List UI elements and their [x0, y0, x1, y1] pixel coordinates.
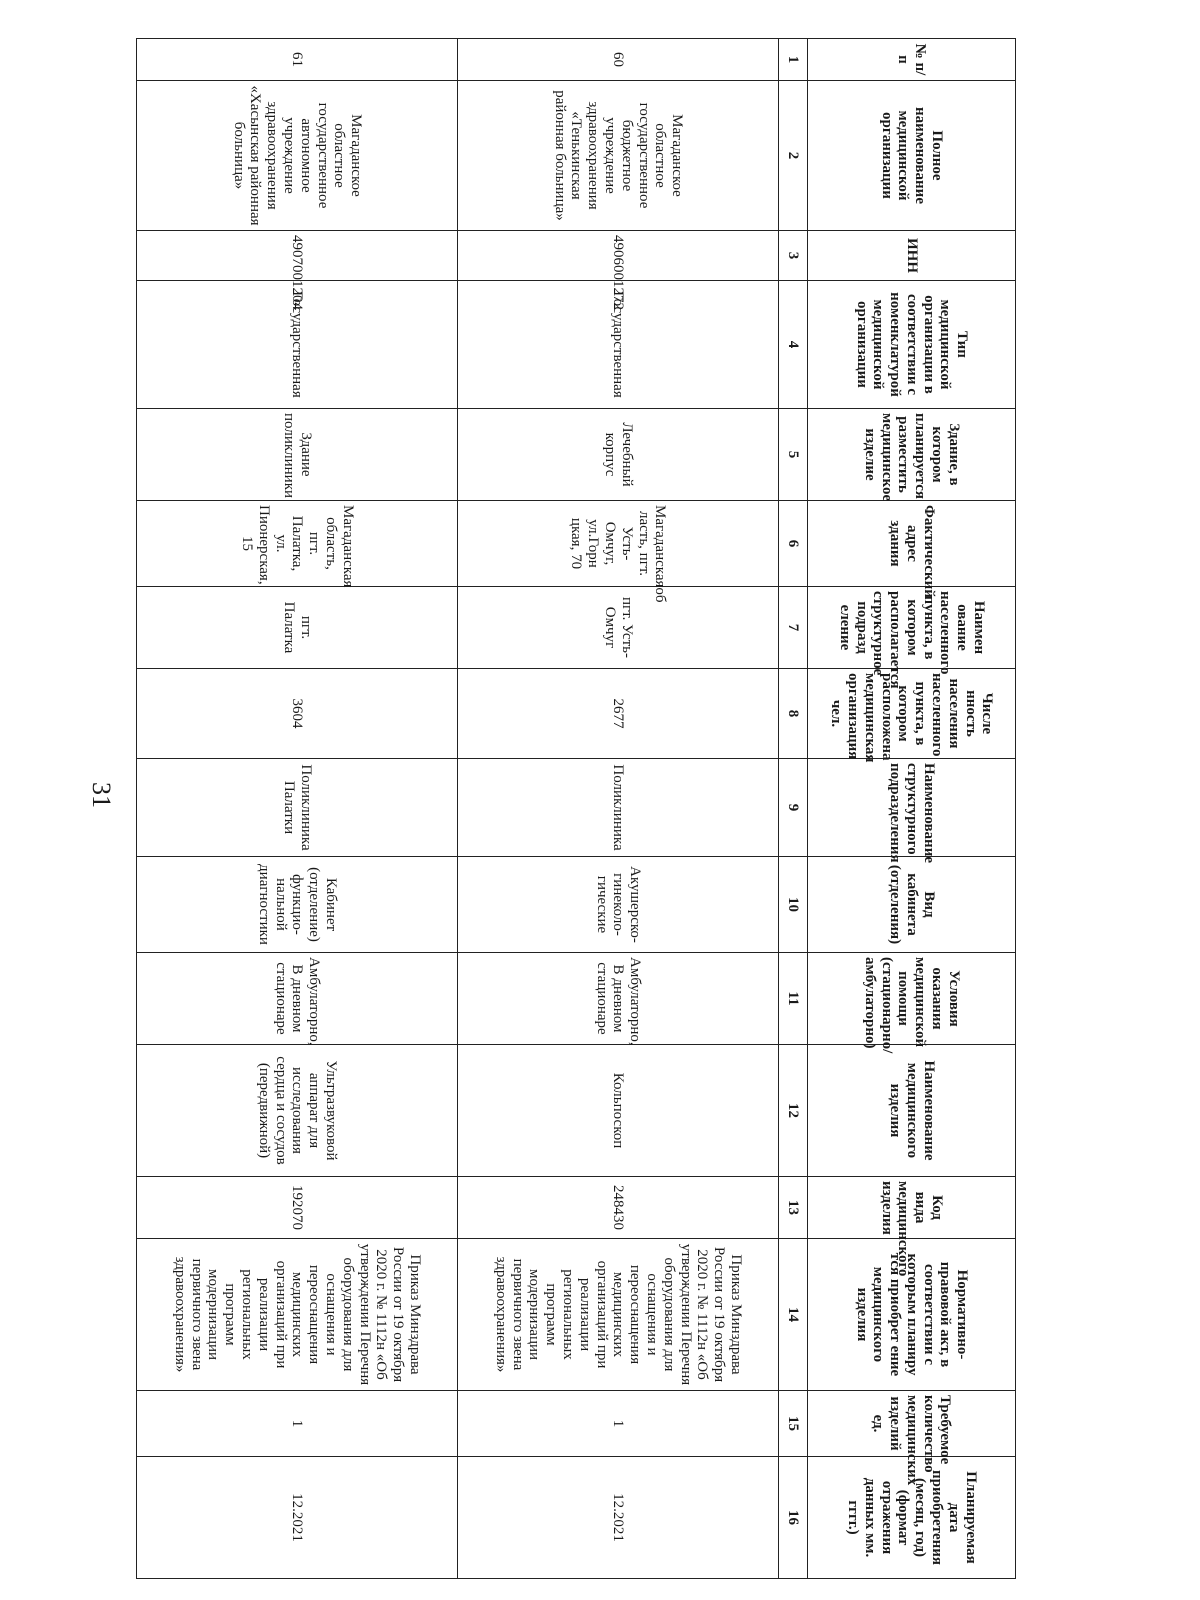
- row-number: 60: [458, 39, 779, 81]
- header-cell: Требуемое количество медицинских изделий ед.: [808, 1391, 1016, 1457]
- column-number: 9: [779, 759, 808, 857]
- column-number: 7: [779, 587, 808, 669]
- header-cell: Тип медицинской организации в соответствии с номенклатурой медицинской организации: [808, 281, 1016, 409]
- device-code: 192070: [137, 1177, 458, 1239]
- header-cell: Нормативно- правовой акт, в соответствии с которым планиру тся приобрет ение медицинского изделия: [808, 1239, 1016, 1391]
- care-conditions: Амбулаторно, В дневном стационаре: [137, 953, 458, 1045]
- column-number: 3: [779, 231, 808, 281]
- device-name: Кольпоскоп: [458, 1045, 779, 1177]
- header-row: [808, 39, 1016, 1579]
- header-cell: Здание, в котором планируется разместить медицинское изделие: [808, 409, 1016, 501]
- column-number: 5: [779, 409, 808, 501]
- care-conditions: Амбулаторно, В дневном стационаре: [458, 953, 779, 1045]
- building: Здание поликлиники: [137, 409, 458, 501]
- header-cell: Числе нность населения населенного пункта, в котором расположена медицинская организация чел.: [808, 669, 1016, 759]
- header-cell: Полное наименование медицинской организации: [808, 81, 1016, 231]
- quantity: 1: [458, 1391, 779, 1457]
- column-number: 14: [779, 1239, 808, 1391]
- column-number: 2: [779, 81, 808, 231]
- locality: пгт. Палатка: [137, 587, 458, 669]
- planned-date: 12.2021: [458, 1457, 779, 1579]
- column-number: 6: [779, 501, 808, 587]
- equipment-table: [136, 38, 1016, 1579]
- rotated-table-wrapper: [136, 38, 1016, 1578]
- column-number-row: [779, 39, 808, 1579]
- column-number: 10: [779, 857, 808, 953]
- column-number: 12: [779, 1045, 808, 1177]
- column-number: 16: [779, 1457, 808, 1579]
- column-number: 11: [779, 953, 808, 1045]
- table-row: [458, 39, 779, 1579]
- legal-act: Приказ Минздрава России от 19 октября 2020 г. № 1112н «Об утверждении Перечня оборудования для оснащения и переоснащения медицинских организаций при реализации региональных программ модернизации первичного звена здравоохранения»: [137, 1239, 458, 1391]
- org-type: Государственная: [137, 281, 458, 409]
- header-cell: ИНН: [808, 231, 1016, 281]
- header-cell: Код вида медицинского изделия: [808, 1177, 1016, 1239]
- header-cell: № п/п: [808, 39, 1016, 81]
- inn: 4906001272: [458, 231, 779, 281]
- building: Лечебный корпус: [458, 409, 779, 501]
- planned-date: 12.2021: [137, 1457, 458, 1579]
- population: 2677: [458, 669, 779, 759]
- header-cell: Наименование медицинского изделия: [808, 1045, 1016, 1177]
- address: Магаданская область, пгт. Палатка, ул. Пионерская, 15: [137, 501, 458, 587]
- column-number: 4: [779, 281, 808, 409]
- table-row: [137, 39, 458, 1579]
- page-number: 31: [87, 782, 116, 808]
- column-number: 8: [779, 669, 808, 759]
- org-type: Государственная: [458, 281, 779, 409]
- header-cell: Фактический адрес здания: [808, 501, 1016, 587]
- org-name: Магаданское областное государственное бюджетное учреждение здравоохранения «Тенькинская районная больница»: [458, 81, 779, 231]
- header-cell: Вид кабинета (отделения): [808, 857, 1016, 953]
- column-number: 15: [779, 1391, 808, 1457]
- subdivision: Поликлиника: [458, 759, 779, 857]
- quantity: 1: [137, 1391, 458, 1457]
- row-number: 61: [137, 39, 458, 81]
- column-number: 13: [779, 1177, 808, 1239]
- header-cell: Наимен ование населенного пункта, в котором располагается структурное подразд еление: [808, 587, 1016, 669]
- locality: пгт. Усть- Омчуг: [458, 587, 779, 669]
- device-code: 248430: [458, 1177, 779, 1239]
- cabinet-type: Акушерско- гинеколо- гические: [458, 857, 779, 953]
- header-cell: Условия оказания медицинской помощи (стационарно/амбулаторно): [808, 953, 1016, 1045]
- inn: 4907001204: [137, 231, 458, 281]
- legal-act: Приказ Минздрава России от 19 октября 2020 г. № 1112н «Об утверждении Перечня оборудования для оснащения и переоснащения медицинских организаций при реализации региональных программ модернизации первичного звена здравоохранения»: [458, 1239, 779, 1391]
- population: 3604: [137, 669, 458, 759]
- cabinet-type: Кабинет (отделение) функцио- нальной диагностики: [137, 857, 458, 953]
- address: Магаданскаяоб ласть, пгт. Усть- Омчуг, ул.Горн цкая, 70: [458, 501, 779, 587]
- header-cell: Планируемая дата приобретения (месяц, год) (формат отражения данных мм. гггг.): [808, 1457, 1016, 1579]
- org-name: Магаданское областное государственное автономное учреждение здравоохранения «Хасынская районная больница»: [137, 81, 458, 231]
- device-name: Ультразвуковой аппарат для исследования сердца и сосудов (передвижной): [137, 1045, 458, 1177]
- header-cell: Наименование структурного подразделения: [808, 759, 1016, 857]
- subdivision: Поликлиника Палатки: [137, 759, 458, 857]
- column-number: 1: [779, 39, 808, 81]
